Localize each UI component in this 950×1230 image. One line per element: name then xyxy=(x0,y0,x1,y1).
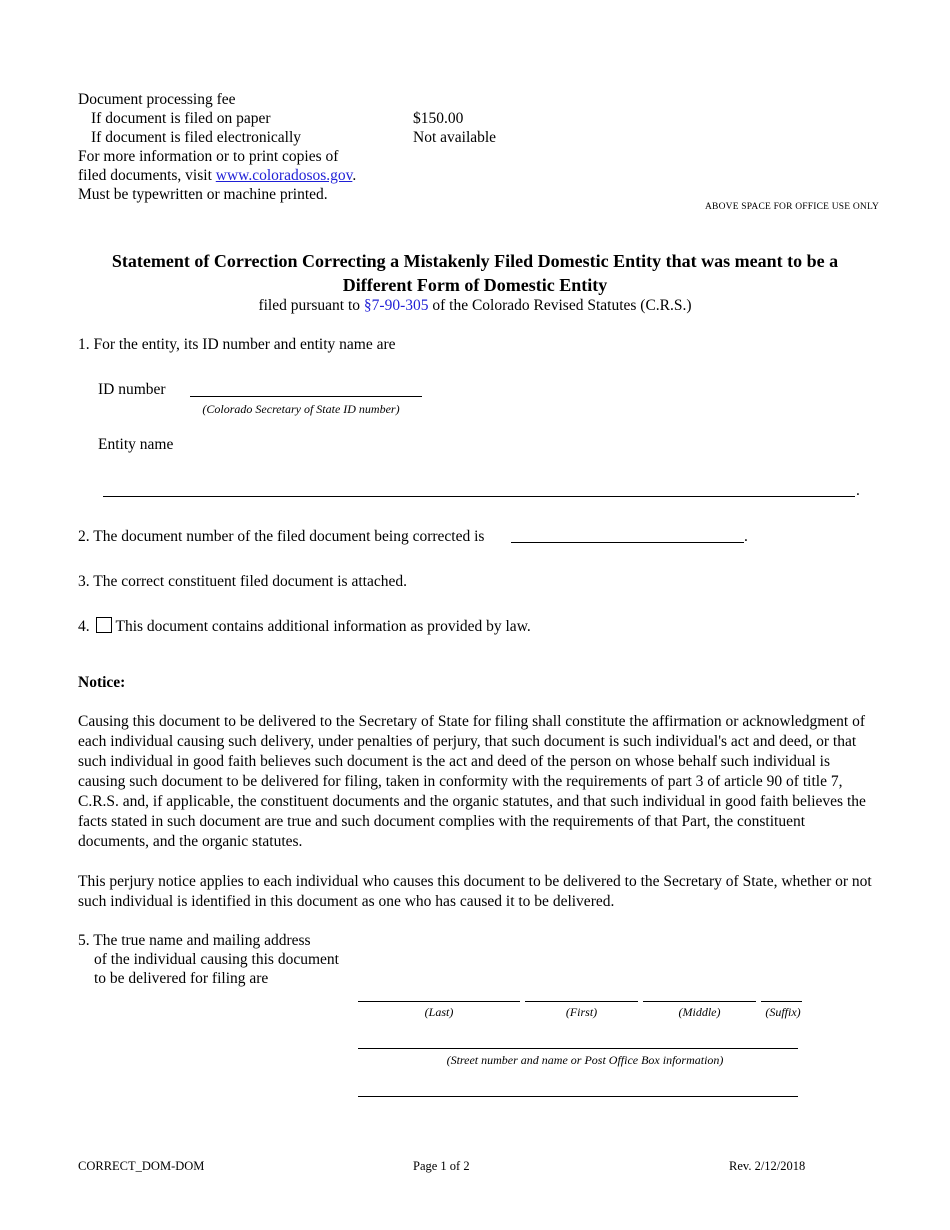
item2-period: . xyxy=(744,528,748,545)
item5-line3: to be delivered for filing are xyxy=(94,970,269,987)
paper-fee-label: If document is filed on paper xyxy=(91,110,271,127)
info-line2 xyxy=(78,166,356,185)
item4-row xyxy=(78,617,531,636)
fee-values xyxy=(413,109,496,147)
entity-name-field[interactable] xyxy=(103,496,855,497)
first-caption: (First) xyxy=(565,1005,598,1019)
item5-line1: 5. The true name and mailing address xyxy=(78,932,311,949)
first-name-field[interactable] xyxy=(525,1001,638,1002)
electronic-fee-label: If document is filed electronically xyxy=(91,129,302,146)
document-number-field[interactable] xyxy=(511,542,744,543)
form-subtitle xyxy=(0,297,950,315)
paper-fee-value: $150.00 xyxy=(413,110,464,127)
subtitle-prefix: filed pursuant to xyxy=(258,297,364,314)
form-title-line1: Statement of Correction Correcting a Mistakenly Filed Domestic Entity that was meant to be a xyxy=(111,251,839,271)
item3-text: 3. The correct constituent filed document is attached. xyxy=(78,573,407,590)
statute-link[interactable]: §7-90-305 xyxy=(363,297,429,314)
notice-paragraph-2: This perjury notice applies to each individual who causes this document to be delivered to the Secretary of State, whether or not such individual is identified in this document as one who has caused it to be delivered. xyxy=(78,873,872,910)
item4-text: This document contains additional information as provided by law. xyxy=(115,618,531,635)
address-line2-field[interactable] xyxy=(358,1096,798,1097)
page-number: Page 1 of 2 xyxy=(413,1159,470,1173)
info-line2-suffix: . xyxy=(352,167,357,184)
item5-line2: of the individual causing this document xyxy=(94,951,339,968)
item4-number: 4. xyxy=(78,618,90,635)
notice-heading: Notice: xyxy=(78,674,126,691)
additional-info-checkbox[interactable] xyxy=(96,617,112,633)
street-caption: (Street number and name or Post Office Box information) xyxy=(446,1053,724,1067)
info-line2-prefix: filed documents, visit xyxy=(78,167,216,184)
office-use-note: ABOVE SPACE FOR OFFICE USE ONLY xyxy=(705,202,880,212)
suffix-caption: (Suffix) xyxy=(765,1005,801,1019)
entity-name-label: Entity name xyxy=(98,436,174,453)
form-title-line2: Different Form of Domestic Entity xyxy=(342,275,608,295)
info-line1: For more information or to print copies of xyxy=(78,148,339,165)
entity-name-period: . xyxy=(856,482,860,499)
id-number-field[interactable] xyxy=(190,396,422,397)
last-caption: (Last) xyxy=(424,1005,454,1019)
id-number-label: ID number xyxy=(98,381,166,398)
notice-paragraph-1: Causing this document to be delivered to the Secretary of State for filing shall constitute the affirmation or acknowledgment of each individual causing such delivery, under penalties of perjury, that such document is such individual's act and deed, or that such individual in good faith believes such document is the act and deed of the person on whose behalf such individual is causing such document to be delivered for filing, taken in conformity with the requirements of part 3 of article 90 of title 7, C.R.S. and, if applicable, the constituent documents and the organic statutes, and that such individual in good faith believes the facts stated in such document are true and such document complies with the requirements of that Part, the constituent documents, and the organic statutes. xyxy=(78,713,866,850)
electronic-fee-value: Not available xyxy=(413,129,497,146)
fee-block xyxy=(78,90,356,204)
middle-name-field[interactable] xyxy=(643,1001,756,1002)
suffix-field[interactable] xyxy=(761,1001,802,1002)
last-name-field[interactable] xyxy=(358,1001,520,1002)
id-number-caption: (Colorado Secretary of State ID number) xyxy=(202,402,400,416)
coloradosos-link[interactable]: www.coloradosos.gov xyxy=(215,167,353,184)
item1-text: 1. For the entity, its ID number and entity name are xyxy=(78,336,396,353)
item5-text xyxy=(78,931,339,988)
street-field[interactable] xyxy=(358,1048,798,1049)
revision-date: Rev. 2/12/2018 xyxy=(729,1159,806,1173)
fee-label: Document processing fee xyxy=(78,91,236,108)
typewritten-note: Must be typewritten or machine printed. xyxy=(78,186,328,203)
subtitle-suffix: of the Colorado Revised Statutes (C.R.S.) xyxy=(428,297,692,314)
middle-caption: (Middle) xyxy=(678,1005,721,1019)
form-id: CORRECT_DOM-DOM xyxy=(78,1159,205,1173)
form-title xyxy=(0,249,950,297)
item2-text: 2. The document number of the filed document being corrected is xyxy=(78,528,485,545)
